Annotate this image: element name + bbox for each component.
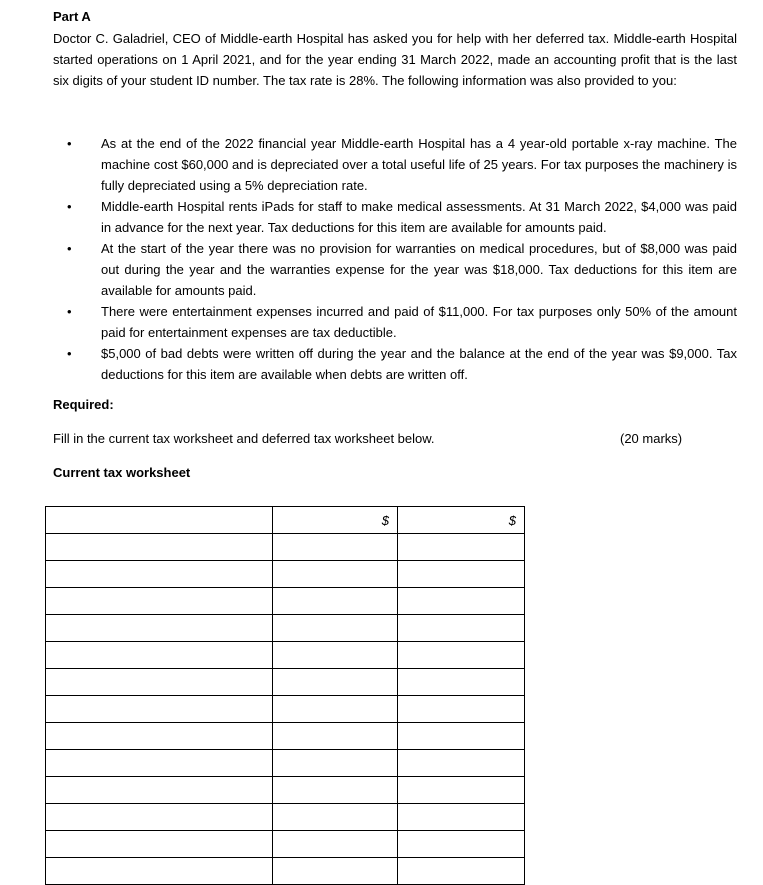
table-cell[interactable] bbox=[273, 642, 398, 669]
bullet-icon: • bbox=[67, 304, 72, 319]
table-row bbox=[46, 696, 525, 723]
instruction-text: Fill in the current tax worksheet and deferred tax worksheet below. bbox=[53, 431, 435, 446]
table-row bbox=[46, 615, 525, 642]
table-row bbox=[46, 588, 525, 615]
table-cell[interactable] bbox=[46, 858, 273, 885]
table-cell[interactable] bbox=[273, 588, 398, 615]
required-heading: Required: bbox=[53, 397, 114, 412]
table-cell[interactable] bbox=[46, 804, 273, 831]
table-cell[interactable] bbox=[398, 615, 525, 642]
table-cell[interactable] bbox=[46, 723, 273, 750]
list-item-text: At the start of the year there was no provision for warranties on medical procedures, but of $8,000 was paid out during the year and the warranties expense for the year was $18,000. Tax deductions for this item are available for amounts paid. bbox=[101, 241, 737, 298]
table-cell[interactable] bbox=[46, 777, 273, 804]
marks-label: (20 marks) bbox=[620, 431, 683, 446]
table-cell[interactable] bbox=[398, 534, 525, 561]
table-cell[interactable] bbox=[46, 507, 273, 534]
list-item bbox=[53, 196, 737, 238]
table-cell[interactable] bbox=[273, 858, 398, 885]
current-tax-worksheet-table bbox=[45, 506, 525, 885]
bullet-icon: • bbox=[67, 346, 72, 361]
table-cell[interactable] bbox=[398, 642, 525, 669]
table-cell[interactable] bbox=[273, 723, 398, 750]
table-row bbox=[46, 804, 525, 831]
bullet-icon: • bbox=[67, 136, 72, 151]
table-cell[interactable] bbox=[46, 669, 273, 696]
table-cell[interactable] bbox=[398, 777, 525, 804]
list-item-text: Middle-earth Hospital rents iPads for staff to make medical assessments. At 31 March 2022, $4,000 was paid in advance for the next year. Tax deductions for this item are available for amounts paid. bbox=[101, 199, 737, 235]
table-row bbox=[46, 534, 525, 561]
table-cell[interactable] bbox=[398, 858, 525, 885]
table-row bbox=[46, 642, 525, 669]
table-cell[interactable] bbox=[398, 831, 525, 858]
dollar-column-header[interactable]: $ bbox=[398, 507, 525, 534]
bullet-icon: • bbox=[67, 199, 72, 214]
table-cell[interactable] bbox=[46, 534, 273, 561]
part-title: Part A bbox=[53, 9, 91, 24]
list-item-text: There were entertainment expenses incurred and paid of $11,000. For tax purposes only 50% of the amount paid for entertainment expenses are tax deductible. bbox=[101, 304, 737, 340]
table-cell[interactable] bbox=[398, 750, 525, 777]
table-cell[interactable] bbox=[46, 615, 273, 642]
table-cell[interactable] bbox=[398, 669, 525, 696]
table-cell[interactable] bbox=[273, 750, 398, 777]
table-cell[interactable] bbox=[398, 804, 525, 831]
table-cell[interactable] bbox=[273, 696, 398, 723]
table-row bbox=[46, 669, 525, 696]
list-item bbox=[53, 343, 737, 385]
table-cell[interactable] bbox=[273, 669, 398, 696]
table-cell[interactable] bbox=[46, 642, 273, 669]
table-cell[interactable] bbox=[46, 831, 273, 858]
table-cell[interactable] bbox=[398, 561, 525, 588]
table-row bbox=[46, 777, 525, 804]
list-item bbox=[53, 238, 737, 301]
table-cell[interactable] bbox=[273, 561, 398, 588]
list-item bbox=[53, 133, 737, 196]
table-row bbox=[46, 750, 525, 777]
list-item bbox=[53, 301, 737, 343]
table-row bbox=[46, 561, 525, 588]
information-list bbox=[53, 133, 737, 385]
table-header-row bbox=[46, 507, 525, 534]
list-item-text: As at the end of the 2022 financial year Middle-earth Hospital has a 4 year-old portable x-ray machine. The machine cost $60,000 and is depreciated over a total useful life of 25 years. For tax purposes the machinery is fully depreciated using a 5% depreciation rate. bbox=[101, 136, 737, 193]
table-cell[interactable] bbox=[46, 750, 273, 777]
table-cell[interactable] bbox=[273, 534, 398, 561]
table-cell[interactable] bbox=[273, 777, 398, 804]
table-cell[interactable] bbox=[46, 696, 273, 723]
table-cell[interactable] bbox=[398, 696, 525, 723]
table-cell[interactable] bbox=[273, 615, 398, 642]
worksheet-title: Current tax worksheet bbox=[53, 465, 191, 480]
intro-paragraph: Doctor C. Galadriel, CEO of Middle-earth Hospital has asked you for help with her deferred tax. Middle-earth Hospital started operations on 1 April 2021, and for the year ending 31 March 2022, made an accounting profit that is the last six digits of your student ID number. The tax rate is 28%. The following information was also provided to you: bbox=[53, 31, 737, 88]
table-cell[interactable] bbox=[398, 723, 525, 750]
table-cell[interactable] bbox=[398, 588, 525, 615]
table-row bbox=[46, 831, 525, 858]
table-cell[interactable] bbox=[273, 831, 398, 858]
table-cell[interactable] bbox=[46, 588, 273, 615]
bullet-icon: • bbox=[67, 241, 72, 256]
list-item-text: $5,000 of bad debts were written off during the year and the balance at the end of the year was $9,000. Tax deductions for this item are available when debts are written off. bbox=[101, 346, 737, 382]
table-cell[interactable] bbox=[46, 561, 273, 588]
table-row bbox=[46, 723, 525, 750]
table-cell[interactable] bbox=[273, 804, 398, 831]
dollar-column-header[interactable]: $ bbox=[273, 507, 398, 534]
table-row bbox=[46, 858, 525, 885]
